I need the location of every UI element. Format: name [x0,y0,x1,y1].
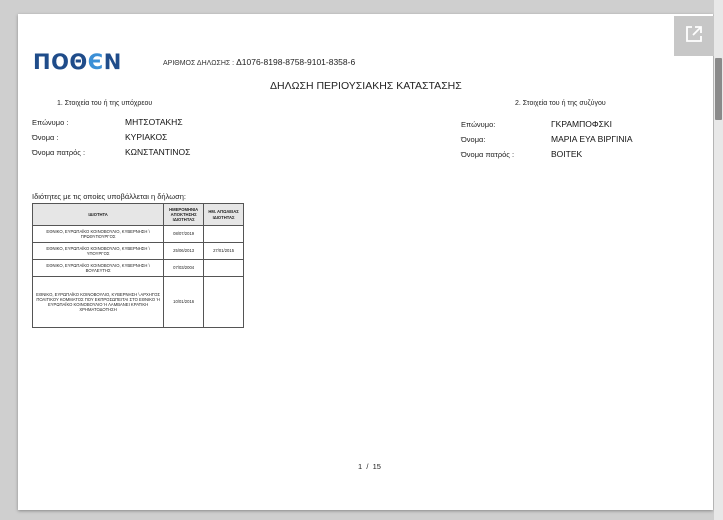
field-value: ΚΥΡΙΑΚΟΣ [125,132,168,142]
field-label: Όνομα πατρός : [461,150,515,159]
field-label: Όνομα πατρός : [32,148,86,157]
table-row [33,226,244,243]
field-spouse-father-name [461,149,583,159]
page-title: ΔΗΛΩΣΗ ΠΕΡΙΟΥΣΙΑΚΗΣ ΚΑΤΑΣΤΑΣΗΣ [270,80,462,92]
open-in-new-icon [684,24,704,49]
declaration-number-value: Δ1076-8198-8758-9101-8358-6 [236,57,356,67]
cell-acquired: 08/07/2019 [164,226,204,243]
field-value: ΜΑΡΙΑ ΕΥΑ ΒΙΡΓΙΝΙΑ [551,134,633,144]
logo-tail: Ν [103,50,122,74]
cell-capacity: ΕΘΝΙΚΟ, ΕΥΡΩΠΑΪΚΟ ΚΟΙΝΟΒΟΥΛΙΟ, ΚΥΒΕΡΝΗΣΗ \ ΥΠΟΥΡΓΟΣ [33,243,164,260]
field-value: ΓΚΡΑΜΠΟΦΣΚΙ [551,119,612,129]
column-header-lost: ΗΜ. ΑΠΩΛΕΙΑΣ ΙΔΙΟΤΗΤΑΣ [204,204,244,226]
field-label: Όνομα: [461,135,486,144]
cell-lost [204,277,244,328]
section-2-title: 2. Στοιχεία του ή της συζύγου [515,100,606,107]
total-pages: 15 [372,462,381,471]
cell-lost: 27/01/2015 [204,243,244,260]
declaration-number-label: ΑΡΙΘΜΟΣ ΔΗΛΩΣΗΣ : [163,60,235,67]
field-value: ΜΗΤΣΟΤΑΚΗΣ [125,117,183,127]
cell-lost [204,260,244,277]
cell-acquired: 25/06/2013 [164,243,204,260]
capacities-heading: Ιδιότητες με τις οποίες υποβάλλεται η δήλωση: [32,192,186,201]
section-1-title: 1. Στοιχεία του ή της υπόχρεου [57,100,153,107]
field-value: ΒΟΙΤΕΚ [551,149,583,159]
page-separator: / [366,462,369,471]
field-label: Επώνυμο: [461,120,496,129]
declaration-number [163,57,355,67]
table-row [33,277,244,328]
field-father-name [32,147,191,157]
field-label: Όνομα : [32,133,59,142]
column-header-acquired: ΗΜΕΡΟΜΗΝΙΑ ΑΠΟΚΤΗΣΗΣ ΙΔΙΟΤΗΤΑΣ [164,204,204,226]
table-row [33,260,244,277]
cell-acquired: 07/03/2004 [164,260,204,277]
field-spouse-surname [461,119,612,129]
field-value: ΚΩΝΣΤΑΝΤΙΝΟΣ [125,147,191,157]
field-label: Επώνυμο : [32,118,69,127]
logo-text: ΠΟΘ [33,50,88,74]
scrollbar-thumb[interactable] [715,58,722,120]
page-indicator [358,462,381,471]
cell-acquired: 10/01/2016 [164,277,204,328]
table-header-row [33,204,244,226]
open-in-new-window-button[interactable] [674,16,714,56]
current-page: 1 [358,462,363,471]
cell-lost [204,226,244,243]
pdf-page [18,14,713,510]
vertical-scrollbar[interactable] [714,0,723,520]
cell-capacity: ΕΘΝΙΚΟ, ΕΥΡΩΠΑΪΚΟ ΚΟΙΝΟΒΟΥΛΙΟ, ΚΥΒΕΡΝΗΣΗ \ ΠΡΩΘΥΠΟΥΡΓΟΣ [33,226,164,243]
cell-capacity: ΕΘΝΙΚΟ, ΕΥΡΩΠΑΪΚΟ ΚΟΙΝΟΒΟΥΛΙΟ, ΚΥΒΕΡΝΗΣΗ \ ΒΟΥΛΕΥΤΗΣ [33,260,164,277]
logo [33,50,122,74]
table-row [33,243,244,260]
cell-capacity: ΕΘΝΙΚΟ, ΕΥΡΩΠΑΪΚΟ ΚΟΙΝΟΒΟΥΛΙΟ, ΚΥΒΕΡΝΗΣΗ \ ΑΡΧΗΓΟΣ ΠΟΛΙΤΙΚΟΥ ΚΟΜΜΑΤΟΣ ΠΟΥ ΕΚΠΡΟΣΩΠΕΙΤΑΙ ΣΤΟ ΕΘΝΙΚΟ Ή ΕΥΡΩΠΑΪΚΟ ΚΟΙΝΟΒΟΥΛΙΟ Ή ΛΑΜΒΑΝΕΙ ΚΡΑΤΙΚΗ ΧΡΗΜΑΤΟΔΟΤΗΣΗ [33,277,164,328]
field-spouse-first-name [461,134,633,144]
field-first-name [32,132,168,142]
field-surname [32,117,183,127]
logo-accent: Є [87,50,104,74]
capacities-table [32,203,244,328]
column-header-capacity: ΙΔΙΟΤΗΤΑ [33,204,164,226]
